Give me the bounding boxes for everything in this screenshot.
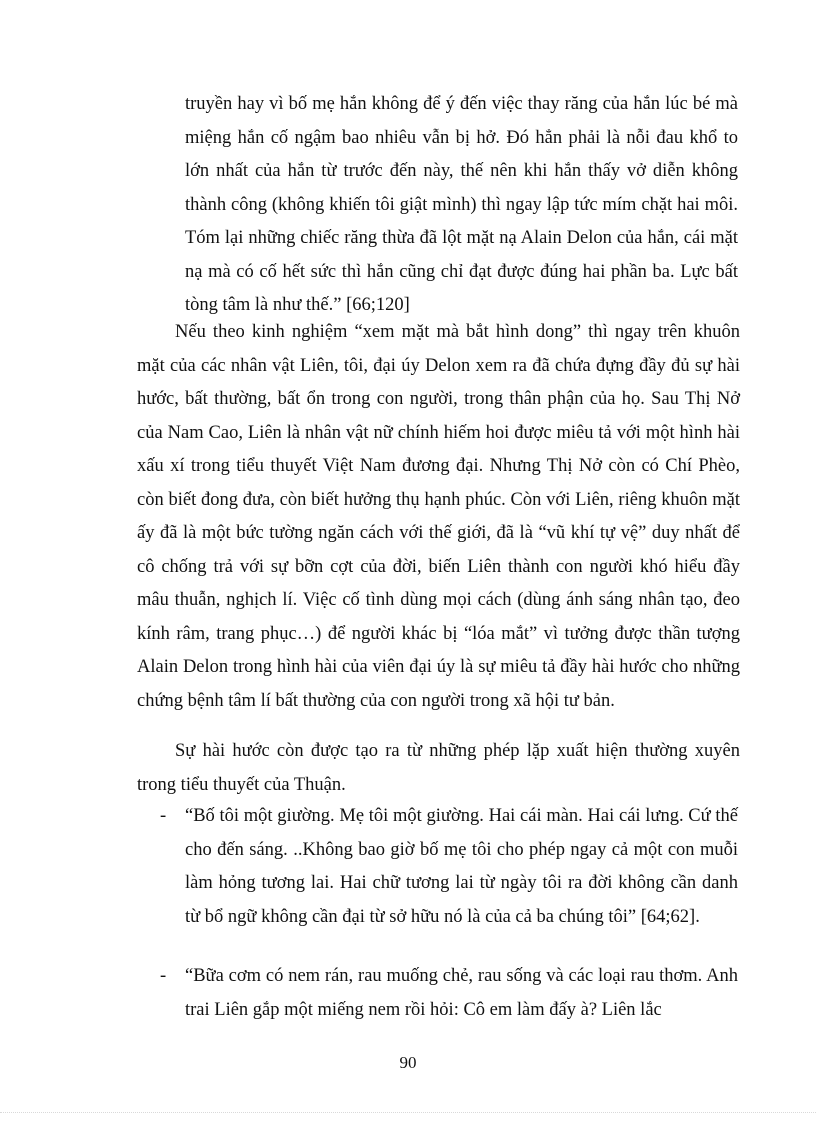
list-item [160,960,738,1027]
list-item-text: “Bố tôi một giường. Mẹ tôi một giường. Hai cái màn. Hai cái lưng. Cứ thế cho đến sáng. ..Không bao giờ bố mẹ tôi cho phép ngay cả một con muỗi làm hỏng tương lai. Hai chữ tương lai từ ngày tôi ra đời không cần danh từ bổ ngữ không cần đại từ sở hữu nó là của cả ba chúng tôi” [64;62]. [185,806,738,927]
list-item [160,800,738,934]
bullet-dash: - [160,966,167,986]
body-paragraph-1: Nếu theo kinh nghiệm “xem mặt mà bắt hình dong” thì ngay trên khuôn mặt của các nhân vật Liên, tôi, đại úy Delon xem ra đã chứa đựng đầy đủ sự hài hước, bất thường, bất ổn trong con người, trong thân phận của họ. Sau Thị Nở của Nam Cao, Liên là nhân vật nữ chính hiếm hoi được miêu tả với một hình hài xấu xí trong tiểu thuyết Việt Nam đương đại. Nhưng Thị Nở còn có Chí Phèo, còn biết đong đưa, còn biết hưởng thụ hạnh phúc. Còn với Liên, riêng khuôn mặt ấy đã là một bức tường ngăn cách với thế giới, đã là “vũ khí tự vệ” duy nhất để cô chống trả với sự bỡn cợt của đời, biến Liên thành con người khó hiểu đầy mâu thuẫn, nghịch lí. Việc cố tình dùng mọi cách (dùng ánh sáng nhân tạo, đeo kính râm, trang phục…) để người khác bị “lóa mắt” vì tưởng được thần tượng Alain Delon trong hình hài của viên đại úy là sự miêu tả đầy hài hước cho những chứng bệnh tâm lí bất thường của con người trong xã hội tư bản. [137,322,740,711]
list-item-text: “Bữa cơm có nem rán, rau muống chẻ, rau sống và các loại rau thơm. Anh trai Liên gắp một miếng nem rồi hỏi: Cô em làm đấy à? Liên lắc [185,966,738,1020]
body-paragraph-2: Sự hài hước còn được tạo ra từ những phép lặp xuất hiện thường xuyên trong tiểu thuyết của Thuận. [137,741,740,795]
bullet-dash: - [160,806,167,826]
page-number: 90 [399,1053,417,1072]
block-quote-continuation: truyền hay vì bố mẹ hắn không để ý đến việc thay răng của hắn lúc bé mà miệng hắn cố ngậm bao nhiêu vẫn bị hở. Đó hẳn phải là nỗi đau khổ to lớn nhất của hắn từ trước đến này, thế nên khi hắn thấy vở diễn không thành công (không khiến tôi giật mình) thì ngay lập tức mím chặt hai môi. Tóm lại những chiếc răng thừa đã lột mặt nạ Alain Delon của hắn, cái mặt nạ mà có cố hết sức thì hắn cũng chỉ đạt được đúng hai phần ba. Lực bất tòng tâm là như thế.” [66;120] [185,94,738,315]
page-bottom-divider [0,1112,816,1113]
